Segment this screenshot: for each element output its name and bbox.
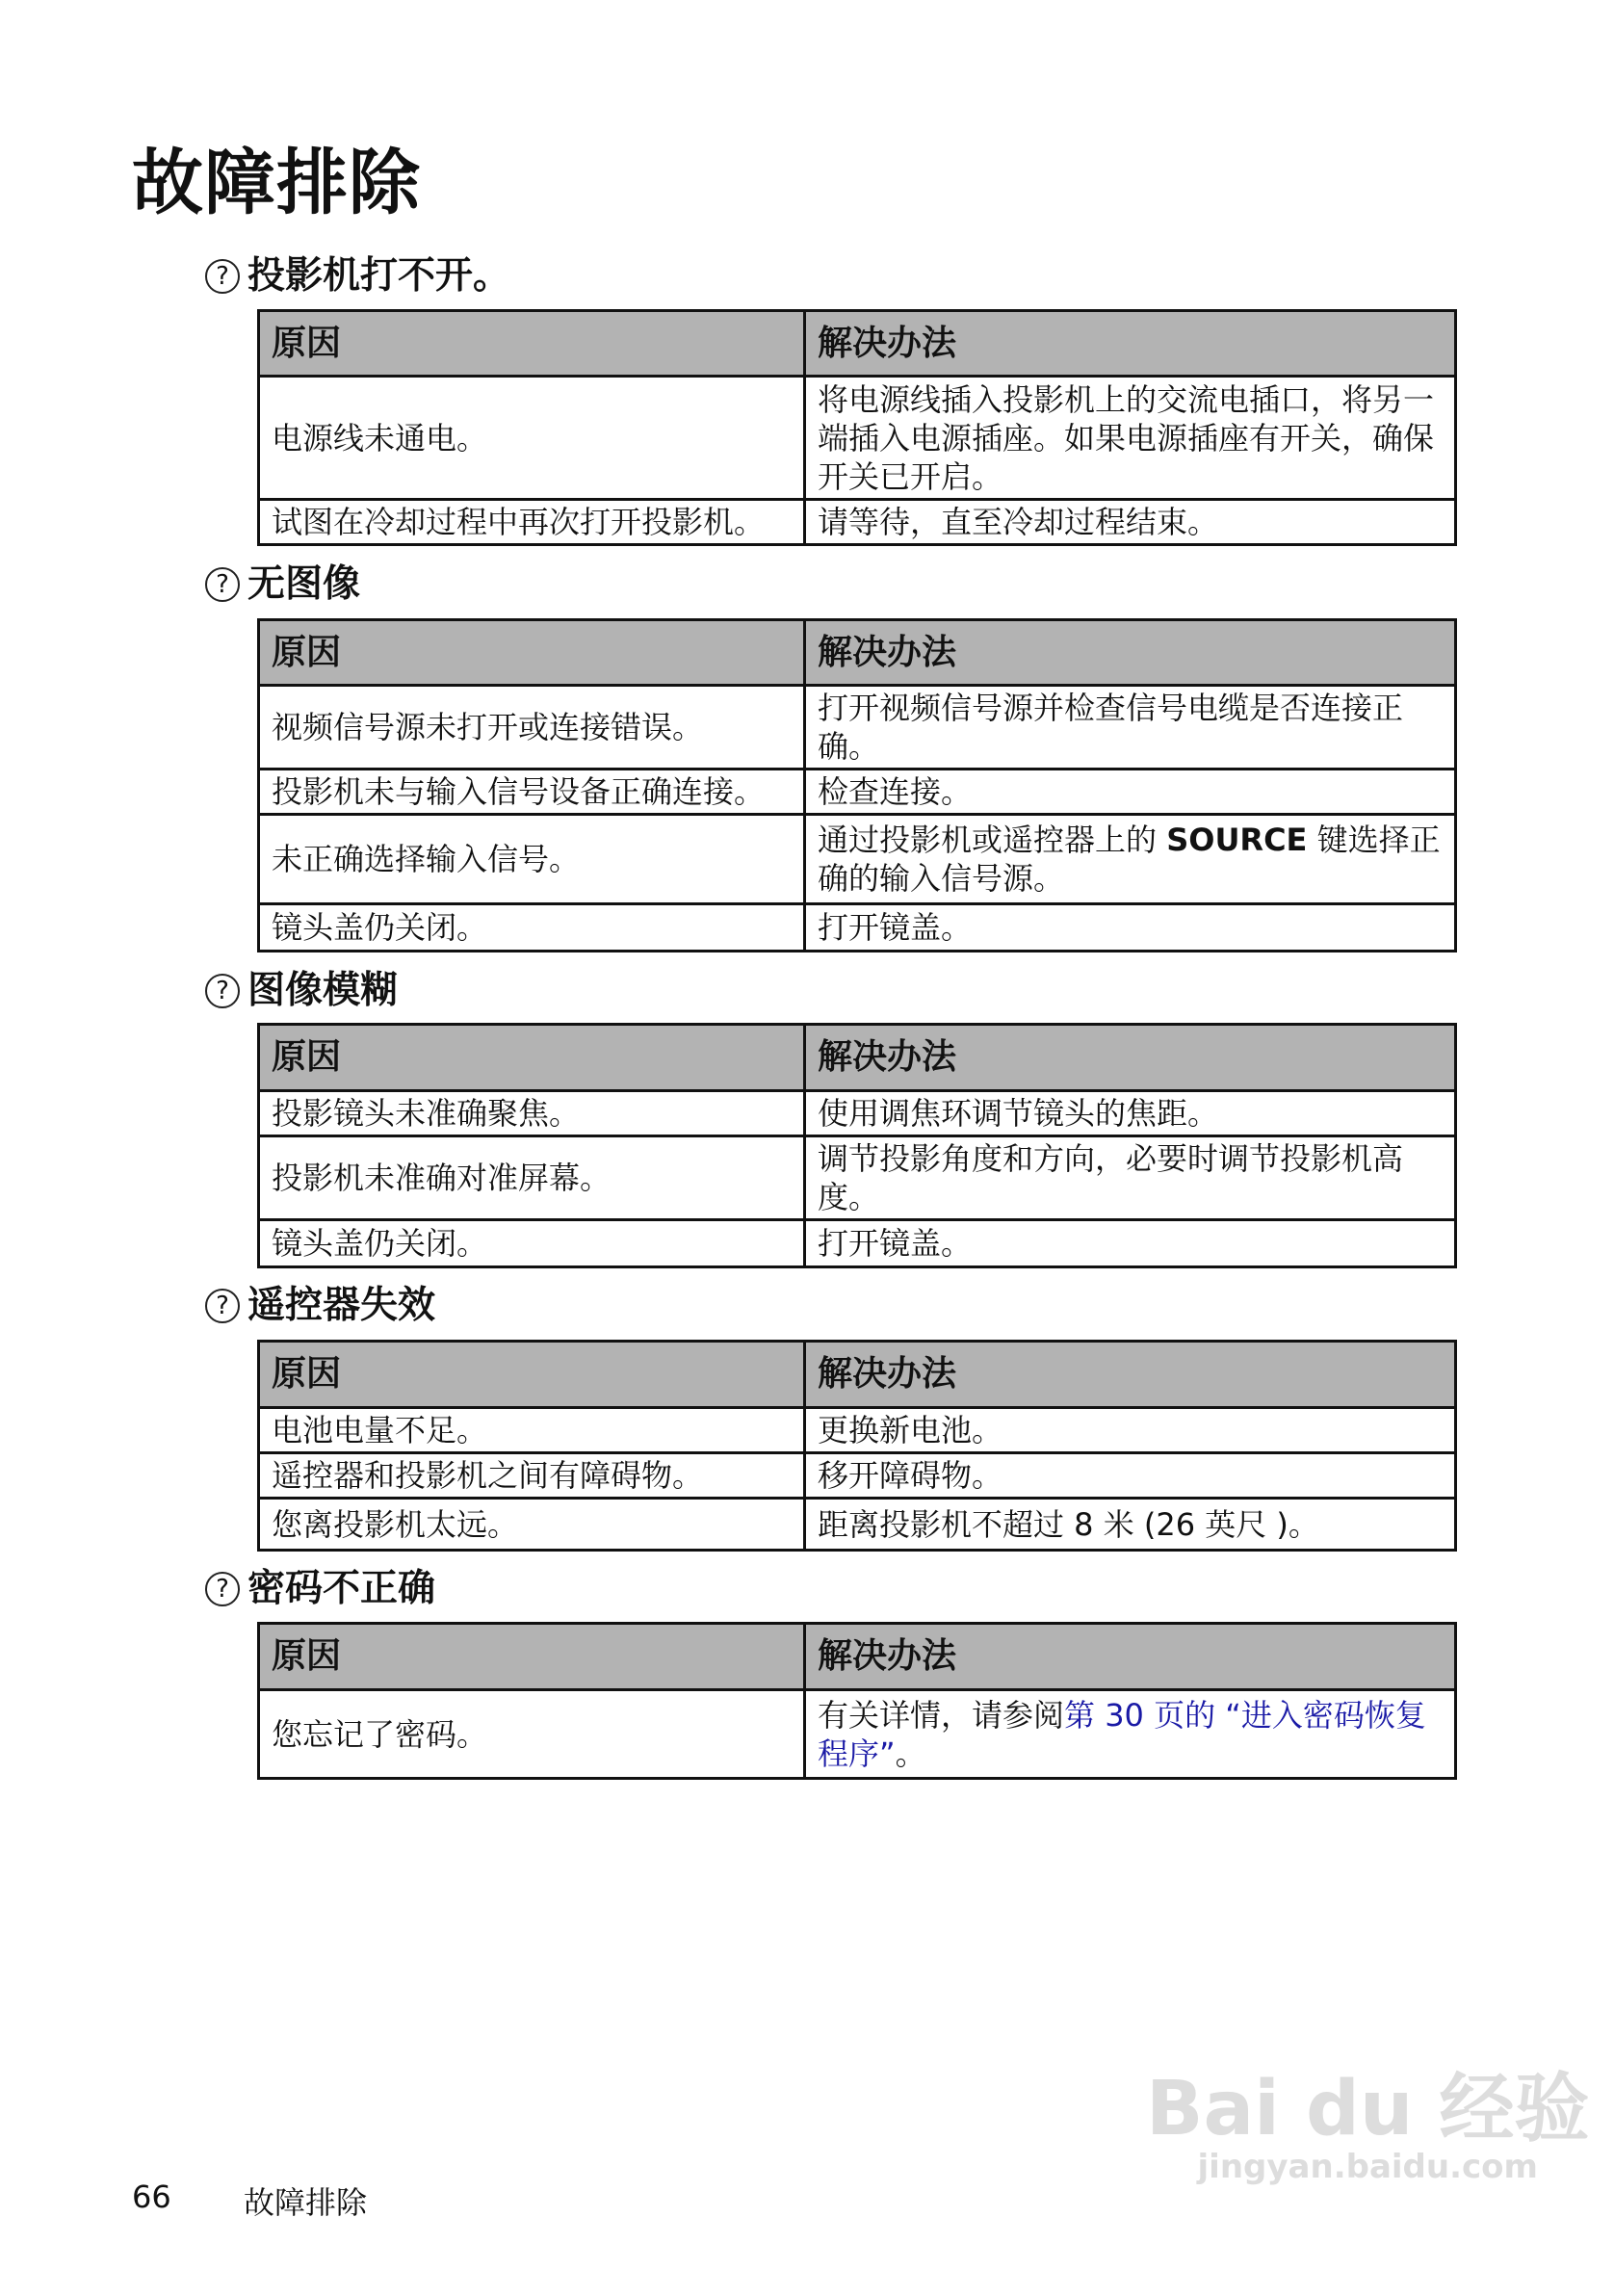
troubleshoot-table xyxy=(257,1622,1457,1780)
table-row xyxy=(259,1453,1456,1499)
cause-cell: 电池电量不足。 xyxy=(259,1408,805,1453)
section-heading-text: 密码不正确 xyxy=(247,1567,436,1610)
solution-text: 有关详情，请参阅 xyxy=(818,1696,1065,1734)
cause-cell: 镜头盖仍关闭。 xyxy=(259,1220,805,1267)
cause-cell: 您离投影机太远。 xyxy=(259,1499,805,1551)
table-row xyxy=(259,686,1456,770)
password-recovery-link[interactable]: 第 30 页的 “进入密码恢复程序” xyxy=(818,1696,1426,1772)
header-solution: 解决办法 xyxy=(805,1342,1456,1408)
header-solution: 解决办法 xyxy=(805,620,1456,686)
solution-cell: 打开镜盖。 xyxy=(805,904,1456,952)
section-heading xyxy=(205,970,398,1012)
section-heading-text: 投影机打不开。 xyxy=(247,254,511,298)
header-cause: 原因 xyxy=(259,620,805,686)
section-heading xyxy=(205,1568,435,1610)
header-solution: 解决办法 xyxy=(805,1025,1456,1091)
source-key-label: SOURCE xyxy=(1166,822,1308,858)
watermark-url: jingyan.baidu.com xyxy=(1197,2148,1538,2186)
table-row xyxy=(259,377,1456,500)
header-cause: 原因 xyxy=(259,1025,805,1091)
cause-cell: 未正确选择输入信号。 xyxy=(259,815,805,904)
cause-cell: 试图在冷却过程中再次打开投影机。 xyxy=(259,500,805,545)
section-heading-text: 图像模糊 xyxy=(247,969,399,1012)
header-solution: 解决办法 xyxy=(805,1624,1456,1690)
section-heading xyxy=(205,563,360,606)
table-row xyxy=(259,500,1456,545)
header-cause: 原因 xyxy=(259,1342,805,1408)
troubleshoot-table xyxy=(257,1023,1457,1268)
troubleshoot-table xyxy=(257,309,1457,546)
page-title: 故障排除 xyxy=(132,142,421,224)
solution-cell: 移开障碍物。 xyxy=(805,1453,1456,1499)
section-heading xyxy=(205,1285,435,1327)
solution-text: 通过投影机或遥控器上的 xyxy=(818,822,1167,858)
cause-cell: 投影机未准确对准屏幕。 xyxy=(259,1136,805,1220)
table-row xyxy=(259,1690,1456,1779)
solution-cell: 打开镜盖。 xyxy=(805,1220,1456,1267)
solution-cell: 检查连接。 xyxy=(805,770,1456,815)
cause-cell: 投影机未与输入信号设备正确连接。 xyxy=(259,770,805,815)
question-circle-icon: ? xyxy=(205,1289,240,1323)
solution-text: 。 xyxy=(895,1735,926,1772)
table-row xyxy=(259,1136,1456,1220)
header-solution: 解决办法 xyxy=(805,311,1456,377)
solution-cell: 距离投影机不超过 8 米 (26 英尺 )。 xyxy=(805,1499,1456,1551)
section-heading-text: 无图像 xyxy=(247,562,361,606)
footer-section: 故障排除 xyxy=(244,2184,368,2221)
solution-cell: 请等待，直至冷却过程结束。 xyxy=(805,500,1456,545)
solution-cell xyxy=(805,815,1456,904)
cause-cell: 您忘记了密码。 xyxy=(259,1690,805,1779)
cause-cell: 投影镜头未准确聚焦。 xyxy=(259,1091,805,1136)
cause-cell: 视频信号源未打开或连接错误。 xyxy=(259,686,805,770)
section-heading xyxy=(205,255,510,298)
solution-cell: 使用调焦环调节镜头的焦距。 xyxy=(805,1091,1456,1136)
baidu-watermark xyxy=(1146,2066,1590,2186)
troubleshoot-table xyxy=(257,1340,1457,1552)
table-row xyxy=(259,1499,1456,1551)
solution-cell: 打开视频信号源并检查信号电缆是否连接正确。 xyxy=(805,686,1456,770)
solution-text: 键选择正确的输入信号源。 xyxy=(818,822,1441,897)
solution-cell xyxy=(805,1690,1456,1779)
question-circle-icon: ? xyxy=(205,1572,240,1606)
watermark-logo: Bai du 经验 xyxy=(1146,2066,1590,2152)
question-circle-icon: ? xyxy=(205,567,240,602)
cause-cell: 镜头盖仍关闭。 xyxy=(259,904,805,952)
table-row xyxy=(259,1408,1456,1453)
question-circle-icon: ? xyxy=(205,974,240,1008)
cause-cell: 遥控器和投影机之间有障碍物。 xyxy=(259,1453,805,1499)
page-number: 66 xyxy=(132,2179,171,2215)
header-cause: 原因 xyxy=(259,1624,805,1690)
question-circle-icon: ? xyxy=(205,259,240,294)
table-row xyxy=(259,770,1456,815)
cause-cell: 电源线未通电。 xyxy=(259,377,805,500)
table-row xyxy=(259,1220,1456,1267)
solution-cell: 更换新电池。 xyxy=(805,1408,1456,1453)
solution-cell: 将电源线插入投影机上的交流电插口，将另一端插入电源插座。如果电源插座有开关，确保开关已开启。 xyxy=(805,377,1456,500)
section-heading-text: 遥控器失效 xyxy=(247,1284,436,1327)
table-row xyxy=(259,1091,1456,1136)
troubleshoot-table xyxy=(257,618,1457,952)
table-row xyxy=(259,904,1456,952)
solution-cell: 调节投影角度和方向，必要时调节投影机高度。 xyxy=(805,1136,1456,1220)
table-row xyxy=(259,815,1456,904)
header-cause: 原因 xyxy=(259,311,805,377)
